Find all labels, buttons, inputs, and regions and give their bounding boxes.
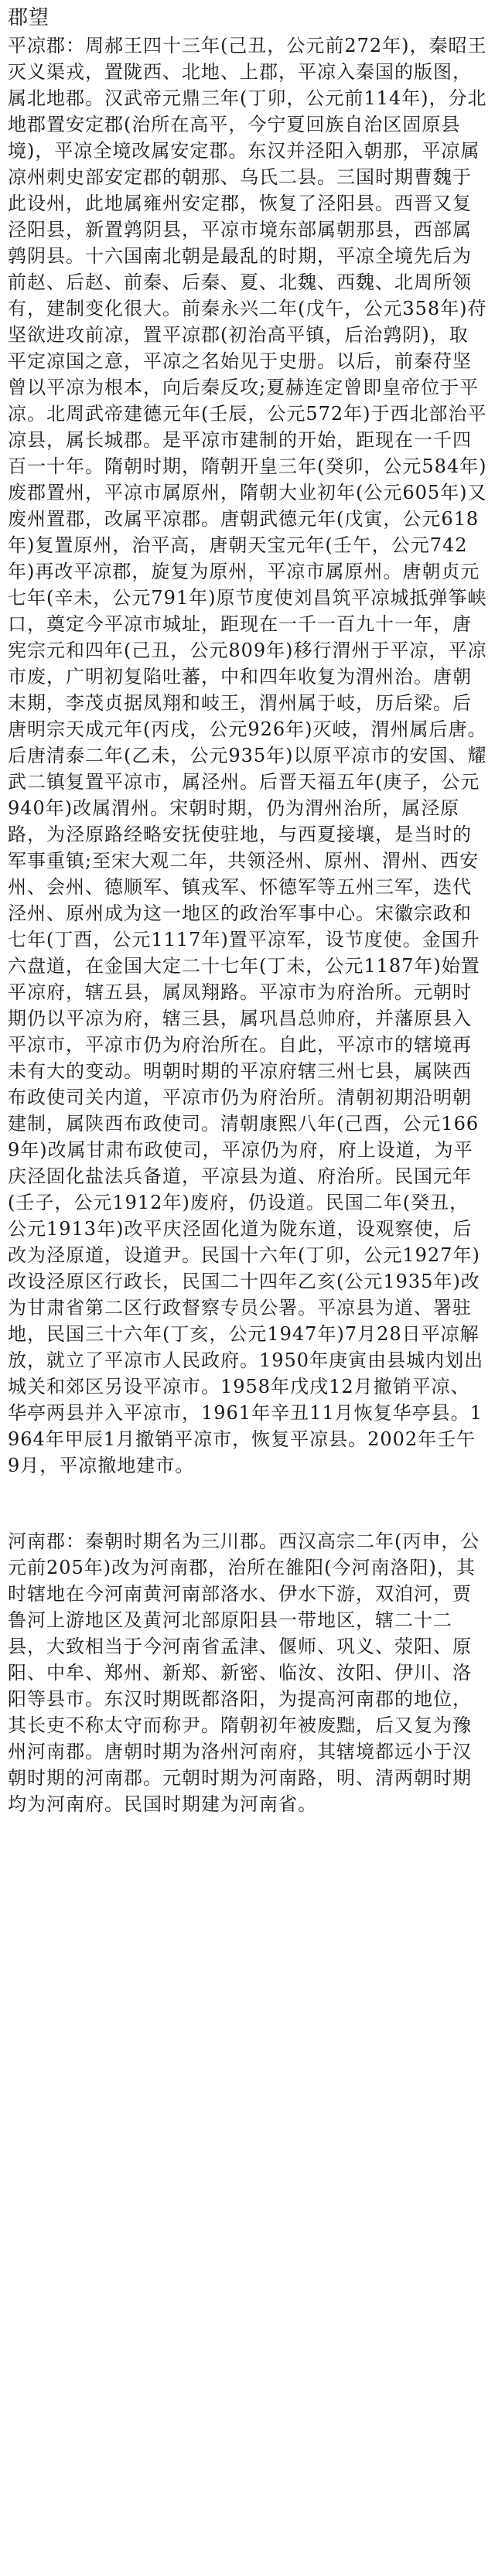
henan-paragraph: 河南郡：秦朝时期名为三川郡。西汉高宗二年(丙申，公元前205年)改为河南郡，治所在雒阳(今河南洛阳)，其时辖地在今河南黄河南部洛水、伊水下游，双洎河，贾鲁河上游地区及黄河北部原阳县一带地区，辖二十二县，大致相当于今河南省孟津、偃师、巩义、荥阳、原阳、中牟、郑州、新郑、新密、临汝、汝阳、伊川、洛阳等县市。东汉时期既都洛阳，为提高河南郡的地位，其长吏不称太守而称尹。隋朝初年被废黜，后又复为豫州河南郡。唐朝时期为洛州河南府，其辖境都远小于汉朝时期的河南郡。元朝时期为河南路，明、清两朝时期均为河南府。民国时期建为河南省。	[8, 1530, 480, 1815]
section-divider	[8, 1479, 487, 1528]
section-pingliang	[8, 32, 487, 1479]
section-henan	[8, 1528, 487, 1817]
pingliang-paragraph: 平凉郡：周郝王四十三年(己丑，公元前272年)，秦昭王灭义渠戎，置陇西、北地、上郡，平凉入秦国的版图，属北地郡。汉武帝元鼎三年(丁卯，公元前114年)，分北地郡置安定郡(治所在高平，今宁夏回族自治区固原县境)，平凉全境改属安定郡。东汉并泾阳入朝那，平凉属凉州刺史部安定郡的朝那、乌氏二县。三国时期曹魏于此设州，此地属雍州安定郡，恢复了泾阳县。西晋又复泾阳县，新置鹑阴县，平凉市境东部属朝那县，西部属鹑阴县。十六国南北朝是最乱的时期，平凉全境先后为前赵、后赵、前秦、后秦、夏、北魏、西魏、北周所领有，建制变化很大。前秦永兴二年(戊午，公元358年)苻坚欲进攻前凉，置平凉郡(初治高平镇，后治鹑阴)，取平定凉国之意，平凉之名始见于史册。以后，前秦苻坚曾以平凉为根本，向后秦反攻;夏赫连定曾即皇帝位于平凉。北周武帝建德元年(壬辰，公元572年)于西北部治平凉县，属长城郡。是平凉市建制的开始，距现在一千四百一十年。隋朝时期，隋朝开皇三年(癸卯，公元584年)废郡置州，平凉市属原州，隋朝大业初年(公元605年)又废州置郡，改属平凉郡。唐朝武德元年(戊寅，公元618年)复置原州，治平高，唐朝天宝元年(壬午，公元742年)再改平凉郡，旋复为原州，平凉市属原州。唐朝贞元七年(辛未，公元791年)原节度使刘昌筑平凉城抵弹筝峡口，奠定今平凉市城址，距现在一千一百九十一年，唐宪宗元和四年(己丑，公元809年)移行渭州于平凉，平凉市废，广明初复陷吐蕃，中和四年收复为渭州治。唐朝末期，李茂贞据凤翔和岐王，渭州属于岐，历后梁。后唐明宗天成元年(丙戌，公元926年)灭岐，渭州属后唐。后唐清泰二年(乙未，公元935年)以原平凉市的安国、耀武二镇复置平凉市，属泾州。后晋天福五年(庚子，公元940年)改属渭州。宋朝时期，仍为渭州治所，属泾原路，为泾原路经略安抚使驻地，与西夏接壤，是当时的军事重镇;至宋大观二年，共领泾州、原州、渭州、西安州、会州、德顺军、镇戎军、怀德军等五州三军，迭代泾州、原州成为这一地区的政治军事中心。宋徽宗政和七年(丁酉，公元1117年)置平凉军，设节度使。金国升六盘道，在金国大定二十七年(丁未，公元1187年)始置平凉府，辖五县，属凤翔路。平凉市为府治所。元朝时期仍以平凉为府，辖三县，属巩昌总帅府，并藩原县入平凉市，平凉市仍为府治所在。自此，平凉市的辖境再未有大的变动。明朝时期的平凉府辖三州七县，属陕西布政使司关内道，平凉市仍为府治所。清朝初期沿明朝建制，属陕西布政使司。清朝康熙八年(己酉，公元1669年)改属甘肃布政使司，平凉仍为府，府上设道，为平庆泾固化盐法兵备道，平凉县为道、府治所。民国元年(壬子，公元1912年)废府，仍设道。民国二年(癸丑，公元1913年)改平庆泾固化道为陇东道，设观察使，后改为泾原道，设道尹。民国十六年(丁卯，公元1927年)改设泾原区行政长，民国二十四年乙亥(公元1935年)改为甘肃省第二区行政督察专员公署。平凉县为道、署驻地，民国三十六年(丁亥，公元1947年)7月28日平凉解放，就立了平凉市人民政府。1950年庚寅由县城内划出城关和郊区另设平凉市。1958年戊戌12月撤销平凉、华亭两县并入平凉市，1961年辛丑11月恢复华亭县。1964年甲辰1月撤销平凉市，恢复平凉县。2002年壬午9月，平凉撤地建市。	[8, 35, 487, 1476]
document-heading: 郡望	[8, 6, 50, 29]
